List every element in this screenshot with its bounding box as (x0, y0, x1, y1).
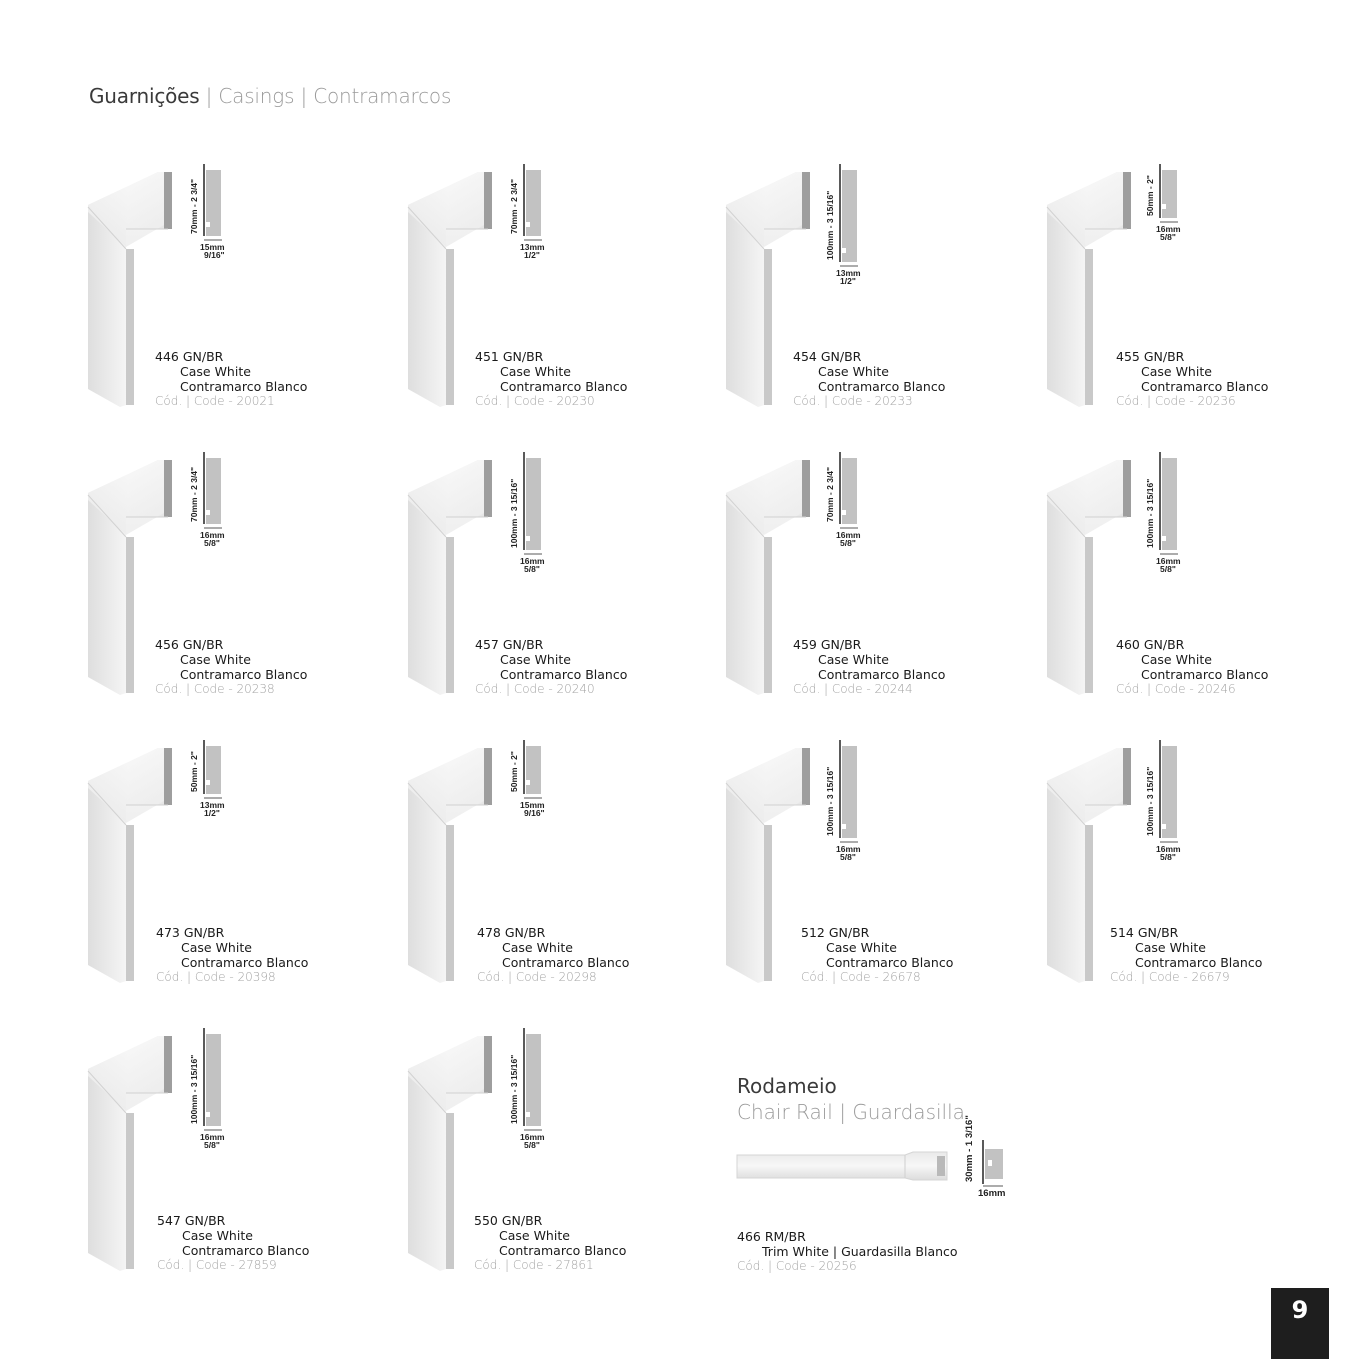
product-code: Cód. | Code - 20398 (156, 970, 276, 984)
profile-dim-width: 16mm (520, 556, 545, 566)
profile-notch (842, 510, 846, 515)
chair-rail-title: Rodameio (737, 1074, 837, 1098)
profile-dim-width-in: 1/2" (524, 250, 540, 260)
product-code: Cód. | Code - 26678 (801, 970, 921, 984)
product-name-es: Contramarco Blanco (500, 379, 628, 394)
profile-diagram (506, 740, 566, 860)
product-name-es: Contramarco Blanco (826, 955, 954, 970)
profile-dim-width-in: 1/2" (204, 808, 220, 818)
profile-dim-width: 16mm (1156, 556, 1181, 566)
product-code: Cód. | Code - 20246 (1116, 682, 1236, 696)
profile-dim-height: 100mm - 3 15/16" (825, 190, 835, 260)
profile-dim-width-in: 1/2" (840, 276, 856, 286)
product-name: Case White (502, 940, 573, 955)
profile-dim-height: 50mm - 2" (1145, 175, 1155, 216)
chair-rail-profile (958, 1115, 1018, 1206)
product-name: Case White (500, 364, 571, 379)
profile-dim-width-in: 5/8" (1160, 564, 1176, 574)
product-model: 547 GN/BR (157, 1213, 226, 1228)
profile-diagram (186, 740, 246, 860)
chair-rail-image (735, 1150, 950, 1186)
profile-dim-height: 100mm - 3 15/16" (509, 478, 519, 548)
profile-notch (206, 780, 210, 785)
profile-dim-height: 100mm - 3 15/16" (825, 766, 835, 836)
product-code: Cód. | Code - 20021 (155, 394, 275, 408)
product-code: Cód. | Code - 20256 (737, 1259, 857, 1273)
chair-rail-subtitle: Chair Rail | Guardasilla (737, 1100, 965, 1124)
profile-dim-height: 50mm - 2" (189, 751, 199, 792)
product-caption (1110, 925, 1262, 985)
product-name-es: Contramarco Blanco (818, 667, 946, 682)
product-name: Case White (180, 652, 251, 667)
product-name: Case White (1141, 364, 1212, 379)
profile-dim-width-in: 5/8" (1160, 852, 1176, 862)
profile-dim-height: 100mm - 3 15/16" (189, 1054, 199, 1124)
product-caption (793, 637, 945, 697)
product-model: 456 GN/BR (155, 637, 224, 652)
product-model: 473 GN/BR (156, 925, 225, 940)
product-caption (475, 349, 627, 409)
product-caption (475, 637, 627, 697)
product-code: Cód. | Code - 20236 (1116, 394, 1236, 408)
product-model: 454 GN/BR (793, 349, 862, 364)
chair-rail-dim-width: 16mm (978, 1188, 1006, 1199)
profile-dim-height: 100mm - 3 15/16" (1145, 766, 1155, 836)
product-name: Case White (182, 1228, 253, 1243)
title-separator: | (205, 84, 213, 108)
page-number: 9 (1271, 1288, 1329, 1359)
profile-diagram (186, 1028, 246, 1148)
profile-diagram (1142, 740, 1202, 860)
profile-notch (526, 222, 530, 227)
profile-dim-width: 16mm (1156, 844, 1181, 854)
product-name: Case White (499, 1228, 570, 1243)
product-name-es: Contramarco Blanco (1141, 667, 1269, 682)
profile-dim-width-in: 5/8" (1160, 232, 1176, 242)
page-title (89, 84, 451, 108)
profile-dim-width: 16mm (520, 1132, 545, 1142)
product-model: 455 GN/BR (1116, 349, 1185, 364)
product-code: Cód. | Code - 20238 (155, 682, 275, 696)
profile-dim-height: 70mm - 2 3/4" (189, 466, 199, 522)
chair-rail-caption (737, 1229, 958, 1274)
profile-diagram (186, 452, 246, 572)
profile-diagram (506, 164, 566, 284)
product-model: 459 GN/BR (793, 637, 862, 652)
product-code: Cód. | Code - 27861 (474, 1258, 594, 1272)
product-name: Case White (818, 652, 889, 667)
profile-dim-width: 15mm (200, 242, 225, 252)
profile-notch (206, 222, 210, 227)
product-model: 451 GN/BR (475, 349, 544, 364)
profile-diagram (822, 452, 882, 572)
profile-diagram (186, 164, 246, 284)
chair-rail-heading (737, 1073, 965, 1125)
product-model: 466 RM/BR (737, 1229, 806, 1244)
profile-dim-height: 50mm - 2" (509, 751, 519, 792)
product-caption (793, 349, 945, 409)
product-caption (1116, 637, 1268, 697)
product-name: Case White (826, 940, 897, 955)
profile-notch (1162, 824, 1166, 829)
product-name-es: Contramarco Blanco (818, 379, 946, 394)
title-casings: Casings (218, 84, 295, 108)
chair-rail-dim-height: 30mm - 1 3/16" (964, 1115, 975, 1182)
profile-dim-width-in: 5/8" (524, 1140, 540, 1150)
profile-dim-width: 13mm (520, 242, 545, 252)
profile-notch (842, 248, 846, 253)
product-code: Cód. | Code - 20230 (475, 394, 595, 408)
profile-diagram (822, 740, 882, 860)
profile-notch (206, 510, 210, 515)
profile-dim-height: 100mm - 3 15/16" (1145, 478, 1155, 548)
product-model: 512 GN/BR (801, 925, 870, 940)
product-caption (801, 925, 953, 985)
product-name-es: Contramarco Blanco (502, 955, 630, 970)
profile-diagram (1142, 164, 1202, 284)
product-caption (155, 637, 307, 697)
profile-dim-width: 16mm (200, 530, 225, 540)
product-name: Case White (1141, 652, 1212, 667)
profile-dim-width: 16mm (836, 844, 861, 854)
product-name-es: Contramarco Blanco (182, 1243, 310, 1258)
profile-notch (526, 1112, 530, 1117)
product-name: Case White (500, 652, 571, 667)
profile-diagram (506, 452, 566, 572)
product-name-es: Contramarco Blanco (180, 379, 308, 394)
product-code: Cód. | Code - 26679 (1110, 970, 1230, 984)
product-caption (157, 1213, 309, 1273)
product-code: Cód. | Code - 20240 (475, 682, 595, 696)
product-model: 514 GN/BR (1110, 925, 1179, 940)
profile-notch (526, 780, 530, 785)
profile-diagram (822, 164, 882, 284)
profile-dim-width-in: 5/8" (840, 852, 856, 862)
product-name: Case White (180, 364, 251, 379)
profile-notch (1162, 204, 1166, 209)
profile-dim-width-in: 5/8" (840, 538, 856, 548)
product-code: Cód. | Code - 20233 (793, 394, 913, 408)
product-model: 550 GN/BR (474, 1213, 543, 1228)
product-model: 446 GN/BR (155, 349, 224, 364)
profile-dim-width: 13mm (836, 268, 861, 278)
profile-dim-height: 70mm - 2 3/4" (825, 466, 835, 522)
product-name-es: Contramarco Blanco (181, 955, 309, 970)
profile-dim-width-in: 5/8" (204, 1140, 220, 1150)
profile-dim-width: 15mm (520, 800, 545, 810)
product-name: Case White (181, 940, 252, 955)
product-name-es: Contramarco Blanco (180, 667, 308, 682)
profile-dim-width-in: 9/16" (204, 250, 225, 260)
product-model: 478 GN/BR (477, 925, 546, 940)
profile-dim-width: 13mm (200, 800, 225, 810)
product-caption (474, 1213, 626, 1273)
product-name-es: Contramarco Blanco (1135, 955, 1263, 970)
product-caption (155, 349, 307, 409)
product-name: Case White (818, 364, 889, 379)
product-model: 457 GN/BR (475, 637, 544, 652)
product-name: Trim White | Guardasilla Blanco (762, 1244, 958, 1259)
profile-dim-width-in: 5/8" (524, 564, 540, 574)
profile-dim-width: 16mm (200, 1132, 225, 1142)
profile-dim-width: 16mm (836, 530, 861, 540)
product-code: Cód. | Code - 20298 (477, 970, 597, 984)
product-code: Cód. | Code - 27859 (157, 1258, 277, 1272)
profile-dim-width: 16mm (1156, 224, 1181, 234)
title-main: Guarnições (89, 84, 200, 108)
product-model: 460 GN/BR (1116, 637, 1185, 652)
product-name-es: Contramarco Blanco (499, 1243, 627, 1258)
profile-dim-width-in: 5/8" (204, 538, 220, 548)
product-caption (1116, 349, 1268, 409)
profile-section (526, 746, 541, 794)
profile-notch (842, 824, 846, 829)
product-code: Cód. | Code - 20244 (793, 682, 913, 696)
profile-dim-height: 70mm - 2 3/4" (189, 178, 199, 234)
profile-diagram (1142, 452, 1202, 572)
product-name-es: Contramarco Blanco (1141, 379, 1269, 394)
product-caption (156, 925, 308, 985)
profile-dim-height: 100mm - 3 15/16" (509, 1054, 519, 1124)
profile-section (206, 746, 221, 794)
profile-notch (1162, 536, 1166, 541)
profile-notch (206, 1112, 210, 1117)
profile-dim-width-in: 9/16" (524, 808, 545, 818)
product-caption (477, 925, 629, 985)
title-contramarcos: Contramarcos (313, 84, 452, 108)
product-name: Case White (1135, 940, 1206, 955)
profile-section (1162, 170, 1177, 218)
profile-notch (526, 536, 530, 541)
title-separator: | (300, 84, 308, 108)
product-name-es: Contramarco Blanco (500, 667, 628, 682)
profile-diagram (506, 1028, 566, 1148)
profile-dim-height: 70mm - 2 3/4" (509, 178, 519, 234)
